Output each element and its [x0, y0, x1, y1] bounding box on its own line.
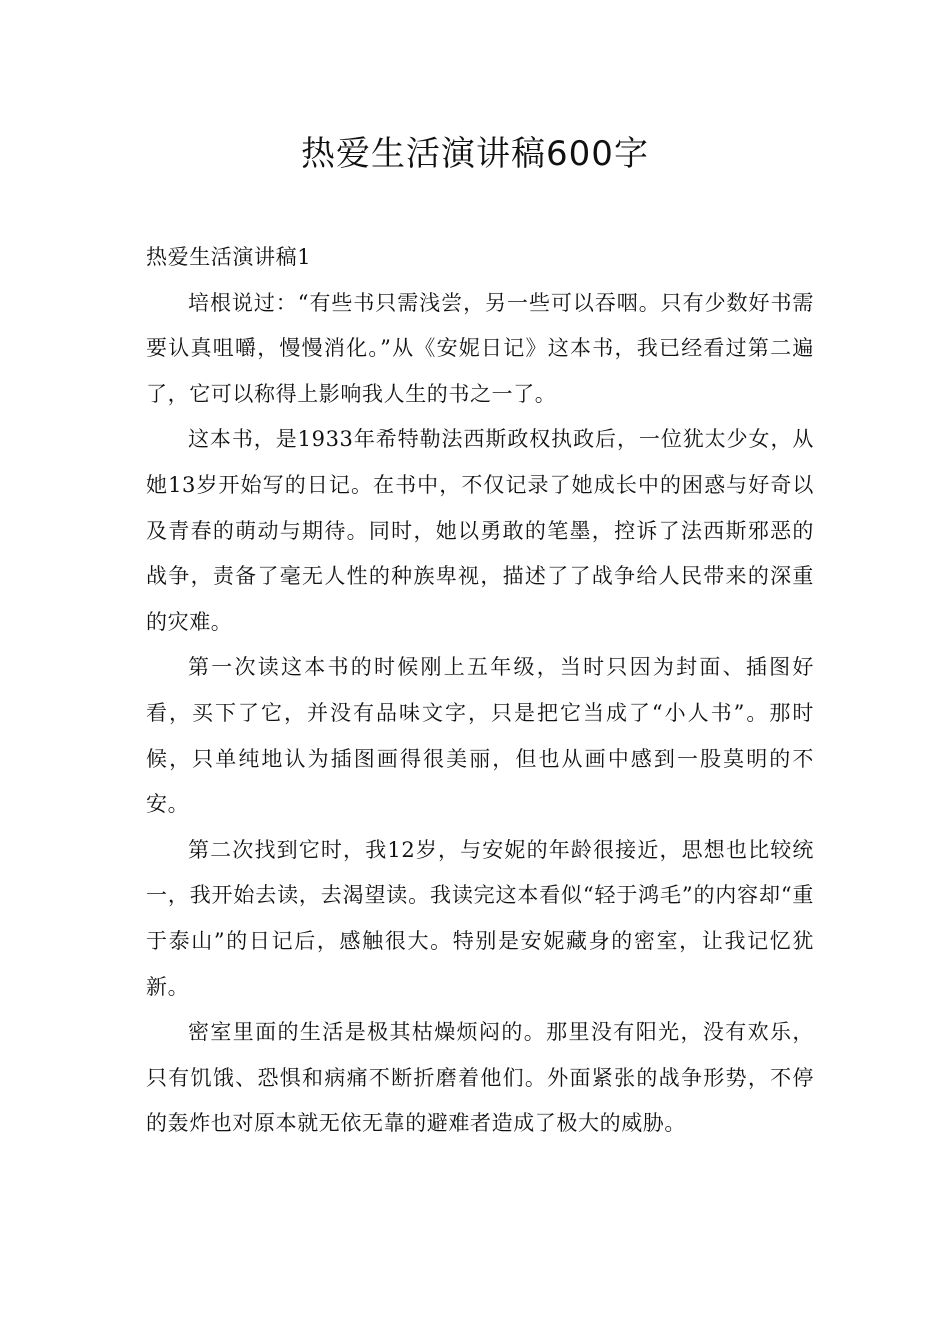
document-body [146, 235, 814, 1147]
paragraph-1: 培根说过：“有些书只需浅尝，另一些可以吞咽。只有少数好书需要认真咀嚼，慢慢消化。”从《安妮日记》这本书，我已经看过第二遍了，它可以称得上影响我人生的书之一了。 [146, 290, 814, 406]
document-title: 热爱生活演讲稿600字 [301, 134, 649, 174]
section-heading: 热爱生活演讲稿1 [146, 245, 312, 269]
paragraph-3: 第一次读这本书的时候刚上五年级，当时只因为封面、插图好看，买下了它，并没有品味文字，只是把它当成了“小人书”。那时候，只单纯地认为插图画得很美丽，但也从画中感到一股莫明的不安。 [146, 655, 814, 817]
paragraph-2: 这本书，是1933年希特勒法西斯政权执政后，一位犹太少女，从她13岁开始写的日记。在书中，不仅记录了她成长中的困惑与好奇以及青春的萌动与期待。同时，她以勇敢的笔墨，控诉了法西斯邪恶的战争，责备了毫无人性的种族卑视，描述了了战争给人民带来的深重的灾难。 [146, 427, 814, 634]
paragraph-5: 密室里面的生活是极其枯燥烦闷的。那里没有阳光，没有欢乐，只有饥饿、恐惧和病痛不断折磨着他们。外面紧张的战争形势，不停的轰炸也对原本就无依无靠的避难者造成了极大的威胁。 [146, 1020, 814, 1136]
paragraph-4: 第二次找到它时，我12岁，与安妮的年龄很接近，思想也比较统一，我开始去读，去渴望读。我读完这本看似“轻于鸿毛”的内容却“重于泰山”的日记后，感触很大。特别是安妮藏身的密室，让我记忆犹新。 [146, 837, 814, 999]
